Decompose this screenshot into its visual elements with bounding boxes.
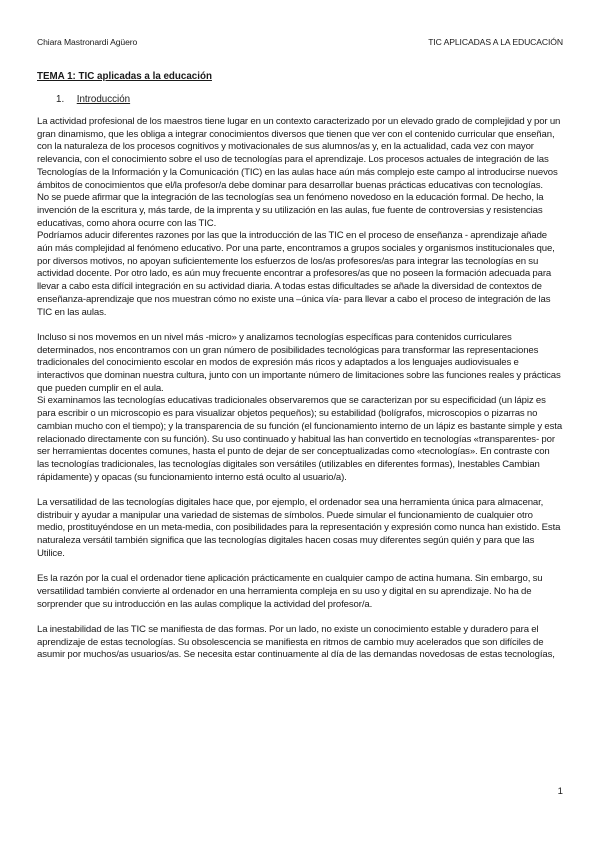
section-number: 1. xyxy=(56,94,65,105)
course-title: TIC APLICADAS A LA EDUCACIÓN xyxy=(428,37,563,47)
section-heading xyxy=(56,94,563,106)
paragraph: La versatilidad de las tecnologías digitales hace que, por ejemplo, el ordenador sea una herramienta única para almacenar, distribuir y ayudar a manipular una variedad de sistemas de símbolos. Puede simular el funcionamiento de cualquier otro medio, prostituyéndose en un meta-media, con posibilidades para la representación y expresión como nunca han existido. Esta naturaleza versátil también significa que las tecnologías digitales hacen cosas muy diferentes según quién y para que las Utilice. xyxy=(37,497,561,559)
topic-title: TEMA 1: TIC aplicadas a la educación xyxy=(37,71,212,82)
paragraph: Incluso si nos movemos en un nivel más -micro» y analizamos tecnologías específicas para contenidos curriculares determinados, nos encontramos con un gran número de posibilidades tecnológicas para transformar las representaciones tradicionales del conocimiento escolar en modos de expresión más ricos y adaptados a los lenguajes audiovisuales e interactivos que dominan nuestra cultura, junto con un importante número de limitaciones sobre las funciones reales y prácticas que pueden cumplir en el aula. xyxy=(37,331,561,394)
paragraph: Podríamos aducir diferentes razones por las que la introducción de las TIC en el proceso de enseñanza - aprendizaje añade aún más complejidad al fenómeno educativo. Por una parte, encontramos a grupos sociales y organismos institucionales que, por diversos motivos, no apoyan suficientemente los esfuerzos de los/as profesores/as para integrar las tecnologías en su actividad docente. Por otro lado, es aún muy frecuente encontrar a profesores/as que no poseen la formación adecuada para llevar a cabo esta difícil integración en su actividad diaria. A todas estas dificultades se añade la diversidad de contextos de enseñanza-aprendizaje que nos muestran cómo no existe una –única vía- para llevar a cabo el proceso de integración de las TIC en las aulas. xyxy=(37,230,555,318)
paragraph: Si examinamos las tecnologías educativas tradicionales observaremos que se caracterizan por su especificidad (un lápiz es para escribir o un microscopio es para visualizar objetos pequeños); su estabilidad (bolígrafos, microscopios o pizarras no cambian mucho con el tiempo); y la transparencia de su función (el funcionamiento interno de un lápiz es bastante simple y esta relacionado directamente con su función). Su uso continuado y habitual las han convertido en tecnologías «transparentes- por ser herramientas docentes comunes, hasta el punto de dejar de ser conceptualizadas como «tecnologías». En contraste con las tecnologías tradicionales, las tecnologías digitales son versátiles (utilizables en diferentes formas), Inestables Cambian xyxy=(37,395,563,470)
paragraph: Es la razón por la cual el ordenador tiene aplicación prácticamente en cualquier campo de actina humana. Sin embargo, su versatilidad también convierte al ordenador en una herramienta compleja en su uso y digital en su aprendizaje. No ha de sorprender que su introducción en las aulas complique la actividad del profesor/a. xyxy=(37,573,543,610)
page-header xyxy=(37,36,563,48)
document-body xyxy=(37,116,563,662)
paragraph: La inestabilidad de las TIC se manifiesta de das formas. Por un lado, no existe un conocimiento estable y duradero para el aprendizaje de estas tecnologías. Su obsolescencia se manifiesta en ritmos de cambio muy acelerados que son difíciles de asumir por muchos/as usuarios/as. Se necesita estar continuamente al día de las demandas novedosas de estas tecnologías, xyxy=(37,624,555,661)
author-name: Chiara Mastronardi Agüero xyxy=(37,37,138,47)
paragraph: La actividad profesional de los maestros tiene lugar en un contexto caracterizado por un elevado grado de complejidad y por un gran dinamismo, que les obliga a integrar conocimientos diversos que tienen que ver con el contenido curricular que enseñan, con la naturaleza de los procesos cognitivos y motivacionales de sus alumnos/as y, en la actualidad, cada vez con mayor relevancia, con el conocimiento sobre el uso de tecnologías para el aprendizaje. Los procesos actuales de integración de las Tecnologías de la Información y la Comunicación (TIC) en las aulas hace aún más complejo este campo al introducirse nuevos ámbitos de conocimientos que el/la profesor/a debe dominar para desarrollar buenas prácticas educativas con tecnologías. xyxy=(37,116,561,191)
page-number: 1 xyxy=(557,786,563,797)
section-title: Introducción xyxy=(76,94,131,105)
paragraph: rápidamente) y opacas (su funcionamiento interno está oculto al usuario/a). xyxy=(37,471,347,483)
paragraph: No se puede afirmar que la integración de las tecnologías sea un fenómeno novedoso en la educación formal. De hecho, la invención de la escritura y, más tarde, de la imprenta y su utilización en las aulas, fue fuente de controversias y resistencias educativas, como ahora ocurre con las TIC. xyxy=(37,192,544,229)
